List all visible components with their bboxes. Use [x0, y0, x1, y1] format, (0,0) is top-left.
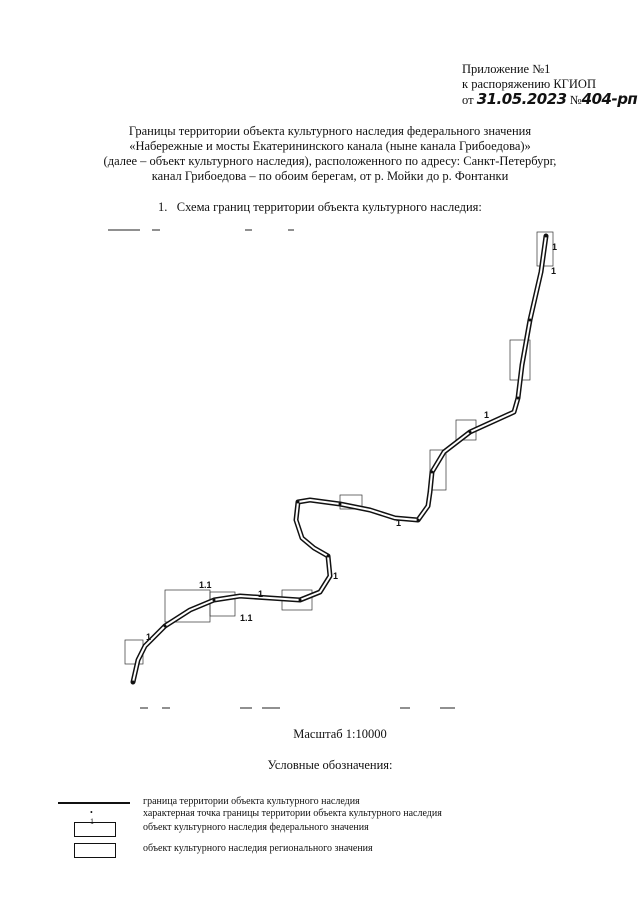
legend-text: граница территории объекта культурного наследия — [143, 796, 360, 807]
label-1-lower: 1 — [258, 589, 264, 599]
map-frame-ticks — [108, 230, 455, 708]
label-1-center: 1 — [396, 518, 402, 528]
legend-text: характерная точка границы территории объекта культурного наследия — [143, 808, 442, 819]
label-1-mid: 1 — [484, 410, 490, 420]
map-scale: Масштаб 1:10000 — [293, 727, 387, 741]
label-1-upper: 1 — [551, 266, 557, 276]
title-line-4: канал Грибоедова – по обоим берегам, от р. Мойки до р. Фонтанки — [151, 169, 509, 183]
canal-boundary — [133, 236, 546, 682]
legend-point-symbol: • 1 — [90, 808, 94, 826]
appendix-number: 404-рп — [581, 90, 638, 108]
legend-box-symbol — [74, 822, 116, 837]
map-labels — [146, 242, 557, 642]
legend-line-symbol — [58, 802, 130, 804]
label-1-turn: 1 — [333, 571, 339, 581]
appendix-from-label: от — [462, 93, 474, 107]
appendix-number-sign: № — [569, 93, 582, 107]
legend-box-symbol — [74, 843, 116, 858]
title-line-3: (далее – объект культурного наследия), расположенного по адресу: Санкт-Петербург, — [103, 154, 557, 168]
label-1-1-left: 1.1 — [199, 580, 212, 590]
object-boxes — [125, 232, 553, 664]
legend-title: Условные обозначения: — [267, 758, 393, 772]
title-line-1: Границы территории объекта культурного наследия федерального значения — [128, 124, 532, 138]
section-number: 1. — [158, 200, 168, 214]
legend-text: объект культурного наследия федерального значения — [143, 822, 369, 833]
section-label: Схема границ территории объекта культурного наследия: — [176, 200, 482, 214]
appendix-date: 31.05.2023 — [476, 90, 567, 108]
label-1-top: 1 — [552, 242, 558, 252]
appendix-order-ref: к распоряжению КГИОП — [462, 77, 596, 91]
title-line-2: «Набережные и мосты Екатерининского канала (ныне канала Грибоедова)» — [129, 139, 531, 153]
boundary-points — [132, 235, 548, 684]
label-1-left: 1 — [146, 632, 152, 642]
appendix-title: Приложение №1 — [462, 62, 551, 76]
label-1-1-bottom: 1.1 — [240, 613, 253, 623]
legend-text: объект культурного наследия регионального значения — [143, 843, 373, 854]
